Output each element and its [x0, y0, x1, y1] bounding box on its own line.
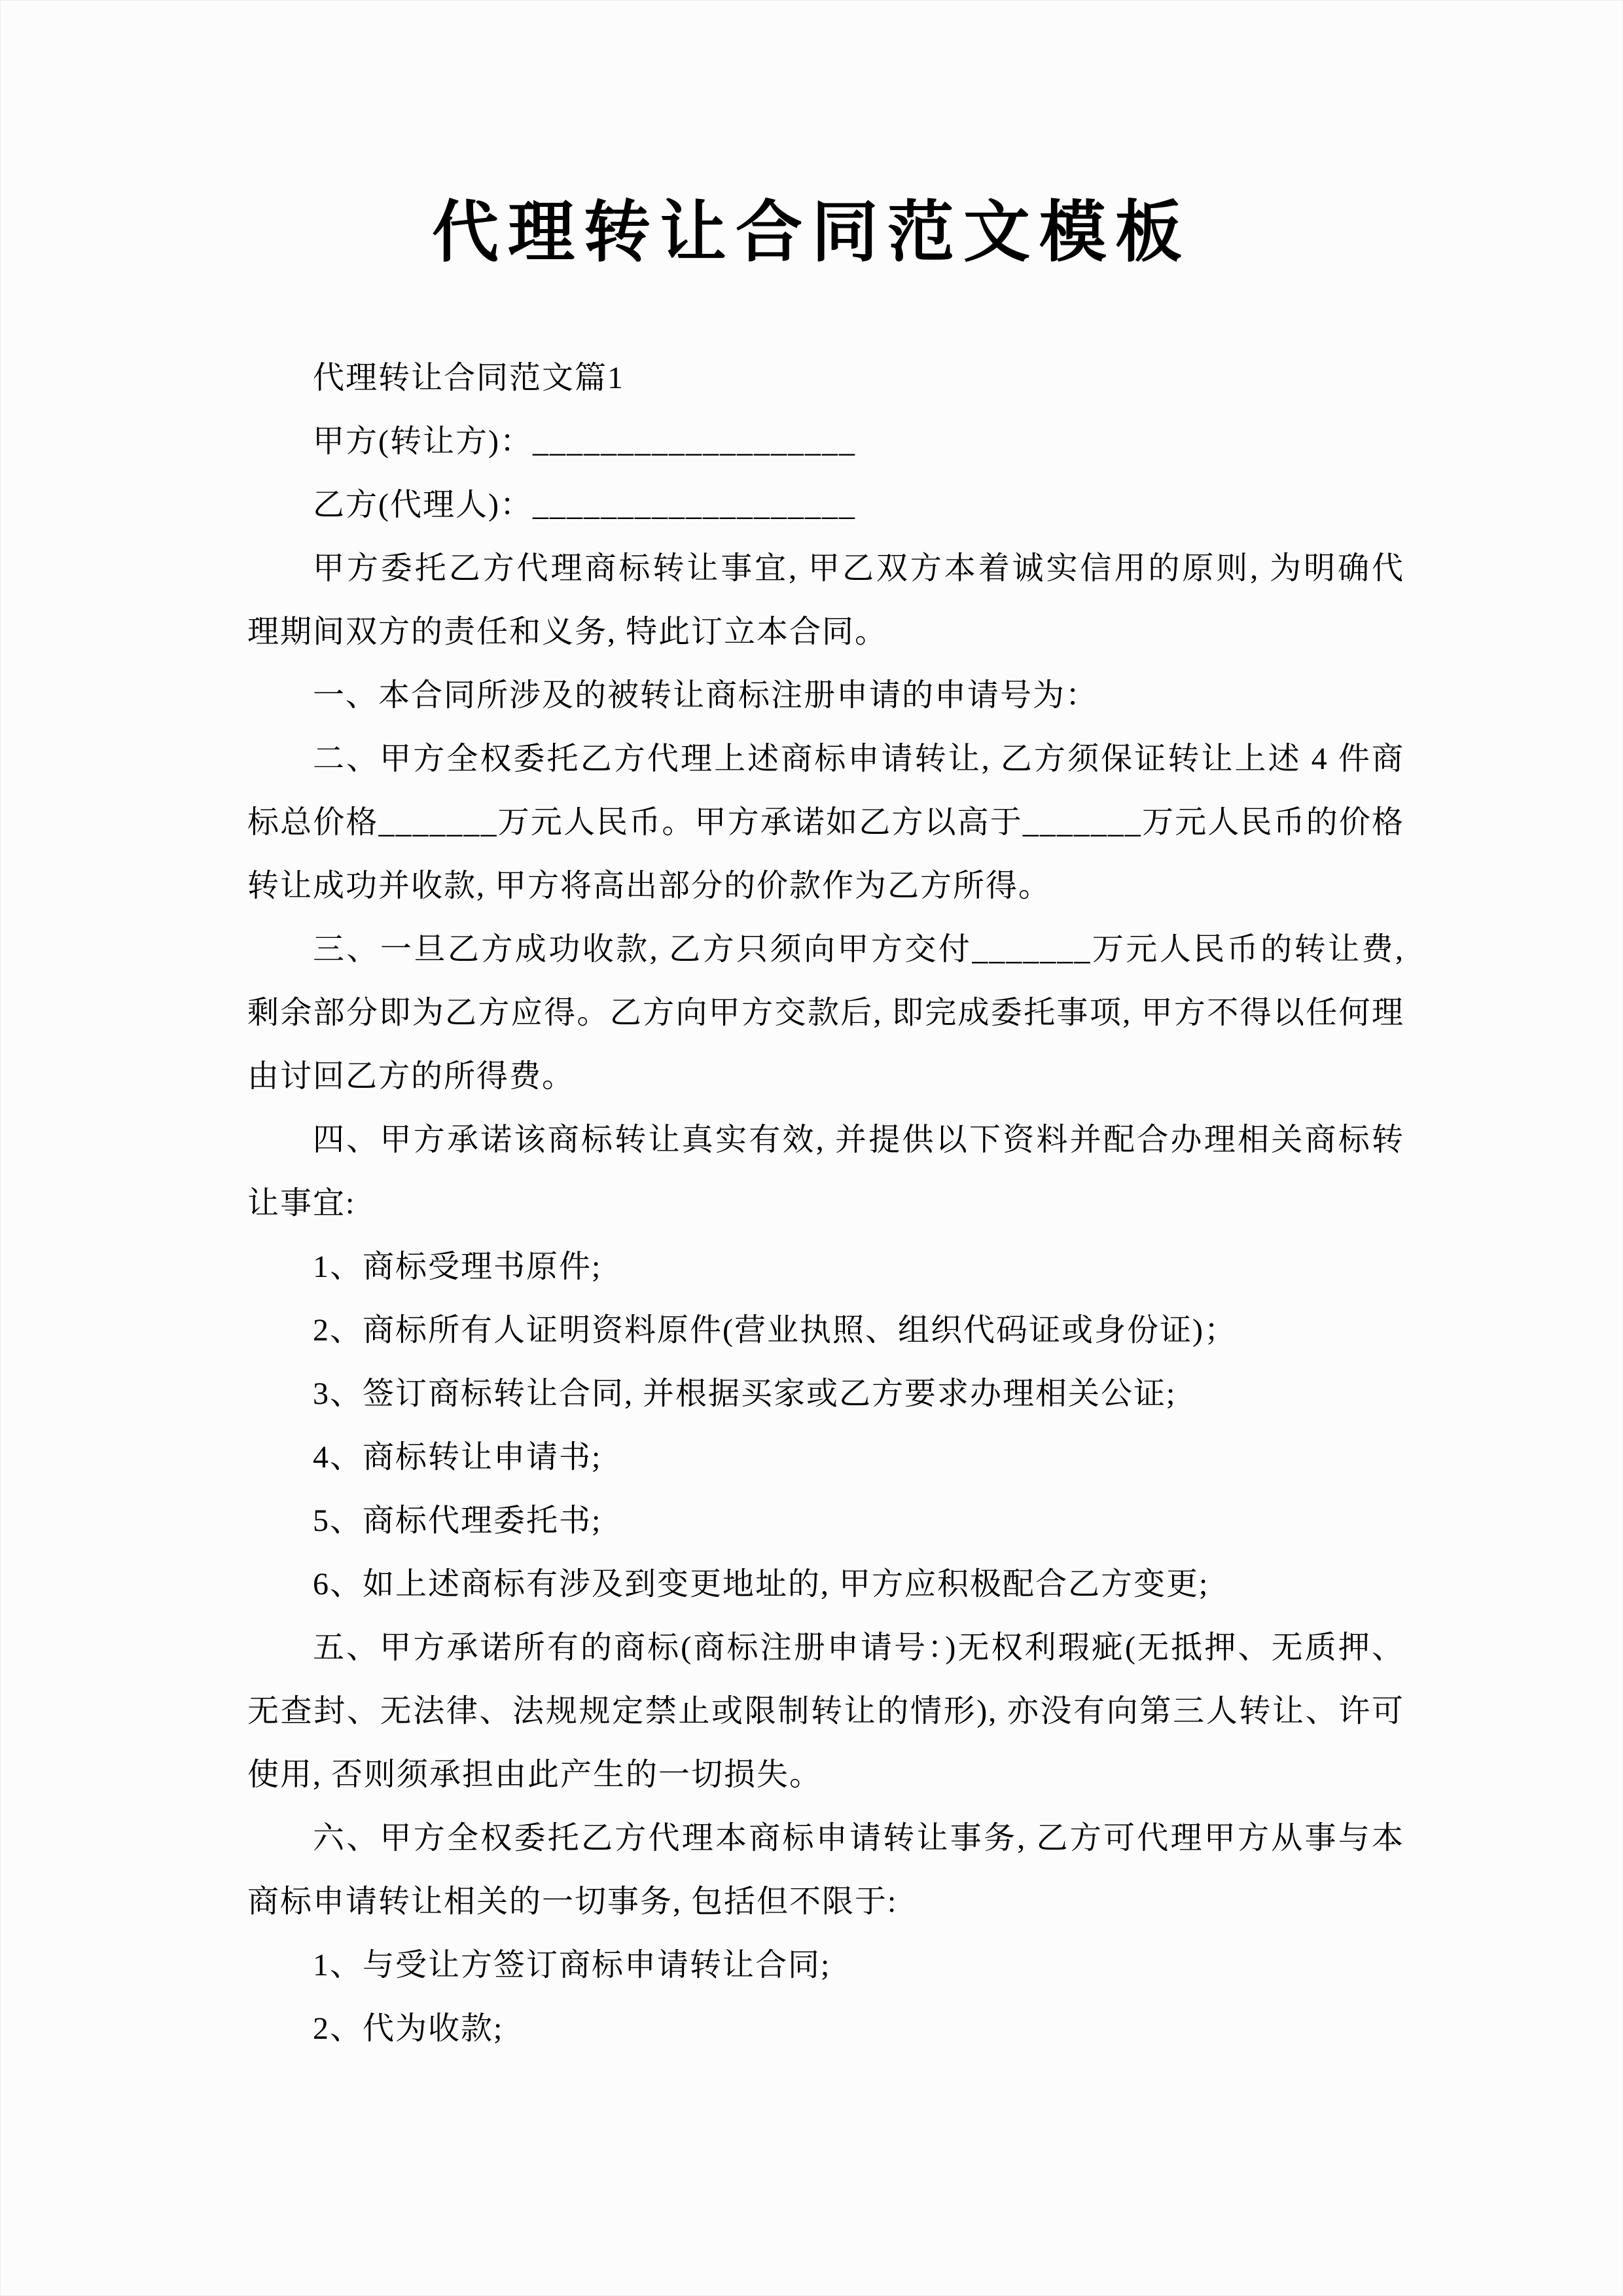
text-line: 3、签订商标转让合同, 并根据买家或乙方要求办理相关公证;: [313, 1376, 1177, 1411]
text-line: 四、甲方承诺该商标转让真实有效, 并提供以下资料并配合办理相关商标转: [313, 1122, 1404, 1157]
document-body: [247, 346, 1404, 2060]
text-line: 无查封、无法律、法规规定禁止或限制转让的情形), 亦没有向第三人转让、许可: [247, 1694, 1404, 1729]
text-line: 使用, 否则须承担由此产生的一切损失。: [247, 1757, 823, 1792]
text-line: 4、商标转让申请书;: [313, 1440, 602, 1475]
text-line: 5、商标代理委托书;: [313, 1503, 602, 1538]
text-line: 代理转让合同范文篇1: [313, 361, 625, 395]
text-line: 让事宜:: [247, 1186, 356, 1221]
text-line: 理期间双方的责任和义务, 特此订立本合同。: [247, 615, 888, 649]
text-line: 甲方委托乙方代理商标转让事宜, 甲乙双方本着诚实信用的原则, 为明确代: [313, 551, 1404, 586]
text-line: 由讨回乙方的所得费。: [247, 1059, 575, 1094]
text-line: 2、商标所有人证明资料原件(营业执照、组织代码证或身份证)；: [313, 1313, 1237, 1348]
text-line: 乙方(代理人)：___________________: [313, 488, 856, 522]
document-title: 代理转让合同范文模板: [432, 196, 1191, 270]
text-line: 转让成功并收款, 甲方将高出部分的价款作为乙方所得。: [247, 869, 1052, 903]
text-line: 二、甲方全权委托乙方代理上述商标申请转让, 乙方须保证转让上述 4 件商: [313, 742, 1404, 776]
text-line: 三、一旦乙方成功收款, 乙方只须向甲方交付_______万元人民币的转让费,: [313, 932, 1404, 967]
text-line: 剩余部分即为乙方应得。乙方向甲方交款后, 即完成委托事项, 甲方不得以任何理: [247, 996, 1404, 1030]
text-line: 标总价格_______万元人民币。甲方承诺如乙方以高于_______万元人民币的价格: [247, 805, 1404, 840]
text-line: 1、商标受理书原件;: [313, 1249, 602, 1284]
text-line: 6、如上述商标有涉及到变更地址的, 甲方应积极配合乙方变更;: [313, 1567, 1209, 1602]
text-line: 2、代为收款;: [313, 2011, 504, 2046]
text-line: 六、甲方全权委托乙方代理本商标申请转让事务, 乙方可代理甲方从事与本: [313, 1821, 1404, 1856]
text-line: 1、与受让方签订商标申请转让合同;: [313, 1948, 831, 1982]
text-line: 甲方(转让方)：___________________: [313, 424, 856, 459]
text-line: 一、本合同所涉及的被转让商标注册申请的申请号为：: [313, 678, 1099, 713]
text-line: 商标申请转让相关的一切事务, 包括但不限于:: [247, 1884, 898, 1919]
text-line: 五、甲方承诺所有的商标(商标注册申请号：)无权利瑕疵(无抵押、无质押、: [313, 1630, 1404, 1665]
